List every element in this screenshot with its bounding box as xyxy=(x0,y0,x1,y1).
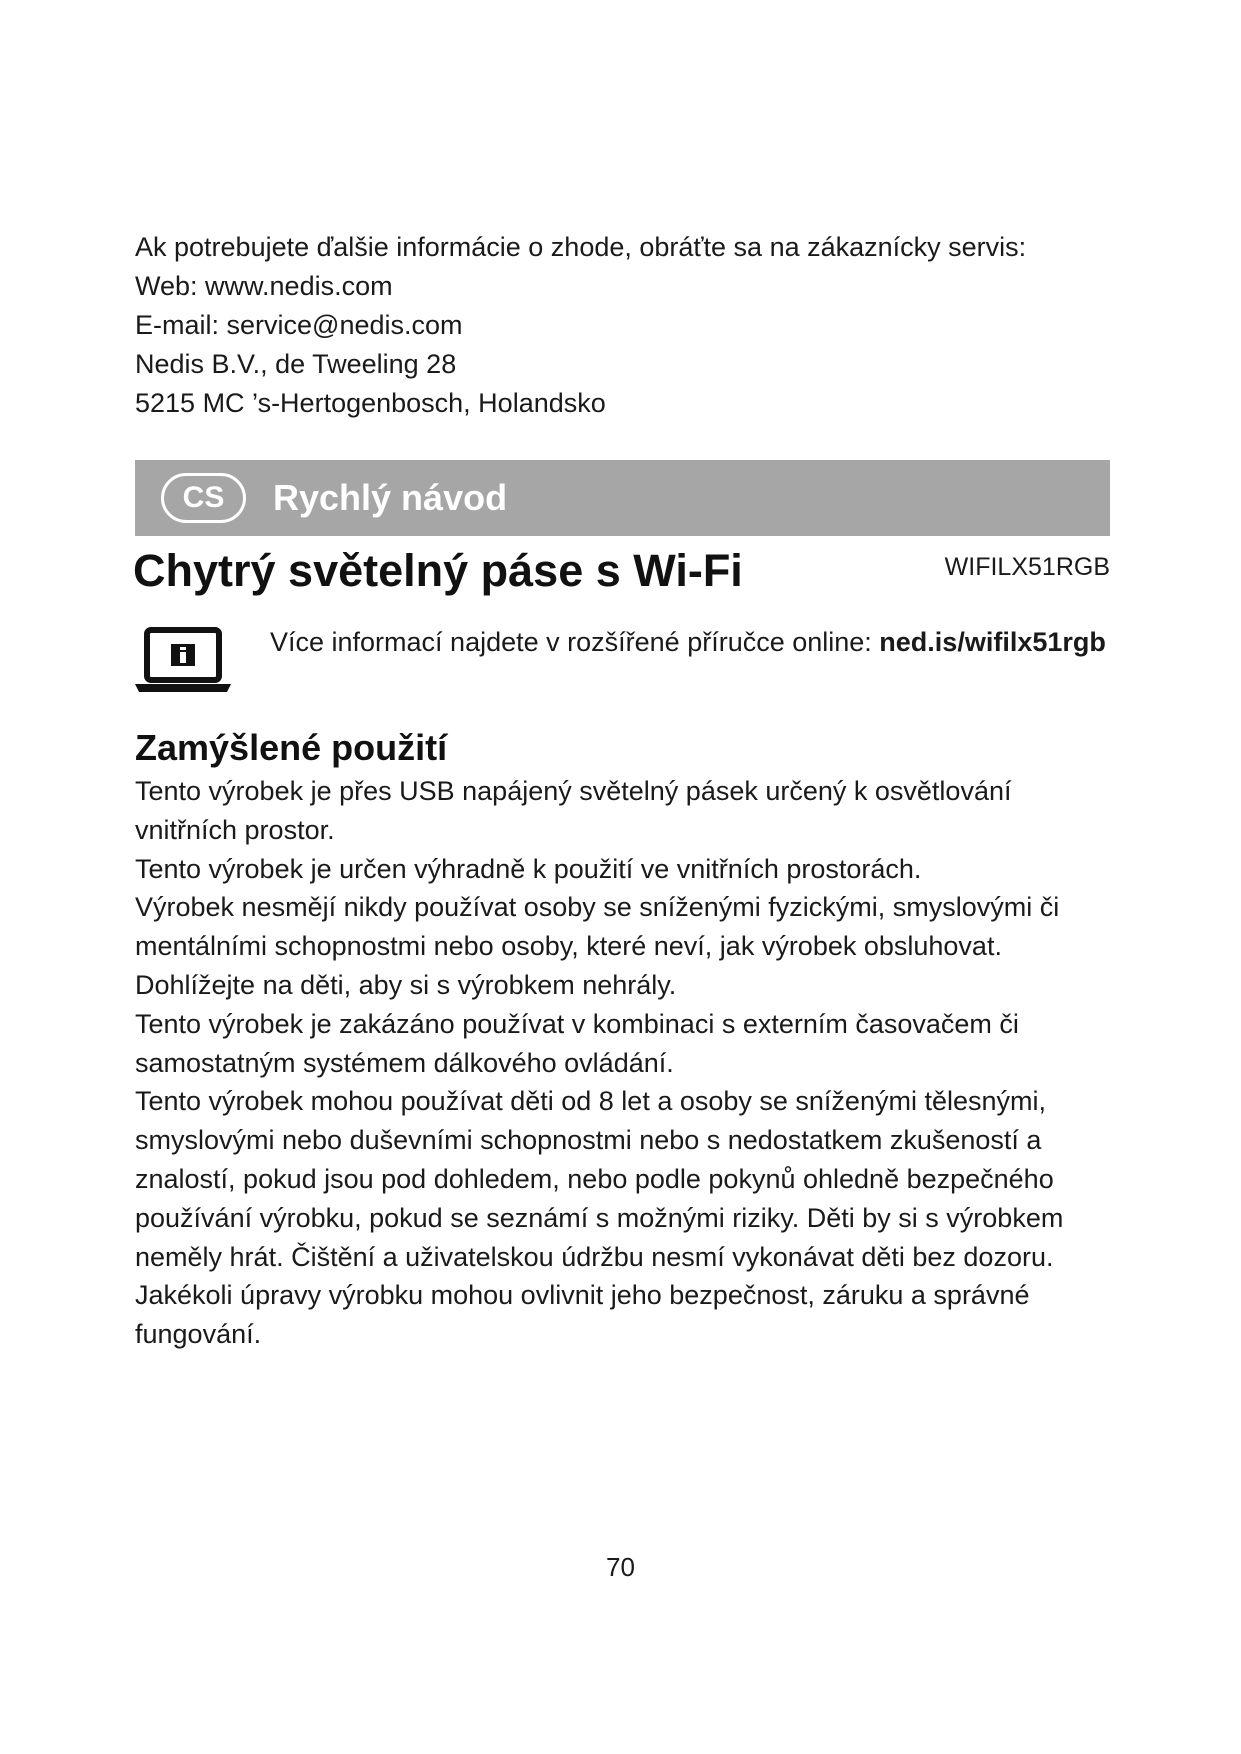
contact-block xyxy=(135,228,1115,423)
banner-title: Rychlý návod xyxy=(273,477,508,518)
model-number: WIFILX51RGB xyxy=(944,553,1110,581)
text-line: smyslovými nebo duševními schopnostmi nebo s nedostatkem zkušeností a xyxy=(135,1125,1042,1156)
contact-city: 5215 MC ’s-Hertogenbosch, Holandsko xyxy=(135,388,606,418)
text-line: fungování. xyxy=(135,1319,262,1350)
language-badge: CS xyxy=(161,473,246,523)
more-info-line xyxy=(270,624,1106,660)
section-banner xyxy=(135,460,1110,536)
text-line: Tento výrobek je určen výhradně k použití ve vnitřních prostorách. xyxy=(135,853,922,884)
text-line: Výrobek nesmějí nikdy používat osoby se sníženými fyzickými, smyslovými či xyxy=(135,892,1060,923)
contact-email: E-mail: service@nedis.com xyxy=(135,310,463,340)
more-info-text: Více informací najdete v rozšířené příručce online: xyxy=(270,627,880,657)
laptop-info-icon xyxy=(133,626,233,694)
text-line: znalostí, pokud jsou pod dohledem, nebo podle pokynů ohledně bezpečného xyxy=(135,1163,1054,1194)
contact-address: Nedis B.V., de Tweeling 28 xyxy=(135,349,457,379)
text-line: vnitřních prostor. xyxy=(135,814,335,845)
text-line: samostatným systémem dálkového ovládání. xyxy=(135,1047,674,1078)
text-line: Tento výrobek mohou používat děti od 8 let a osoby se sníženými tělesnými, xyxy=(135,1086,1046,1117)
text-line: neměly hrát. Čištění a uživatelskou údržbu nesmí vykonávat děti bez dozoru. xyxy=(135,1241,1054,1272)
text-line: používání výrobku, pokud se seznámí s možnými riziky. Děti by si s výrobkem xyxy=(135,1202,1064,1233)
text-line: mentálními schopnostmi nebo osoby, které neví, jak výrobek obsluhovat. xyxy=(135,931,1002,962)
text-line: Dohlížejte na děti, aby si s výrobkem nehrály. xyxy=(135,969,677,1000)
manual-link[interactable]: ned.is/wifilx51rgb xyxy=(879,627,1106,657)
intended-use-text xyxy=(135,772,1115,1354)
product-title: Chytrý světelný páse s Wi-Fi xyxy=(133,545,743,596)
page-number: 70 xyxy=(606,1552,635,1582)
contact-web: Web: www.nedis.com xyxy=(135,271,393,301)
text-line: Tento výrobek je zakázáno používat v kombinaci s externím časovačem či xyxy=(135,1008,1019,1039)
section-heading: Zamýšlené použití xyxy=(135,727,448,768)
contact-line: Ak potrebujete ďalšie informácie o zhode, obráťte sa na zákaznícky servis: xyxy=(135,232,1027,262)
text-line: Jakékoli úpravy výrobku mohou ovlivnit jeho bezpečnost, záruku a správné xyxy=(135,1280,1030,1311)
text-line: Tento výrobek je přes USB napájený světelný pásek určený k osvětlování xyxy=(135,776,1012,806)
